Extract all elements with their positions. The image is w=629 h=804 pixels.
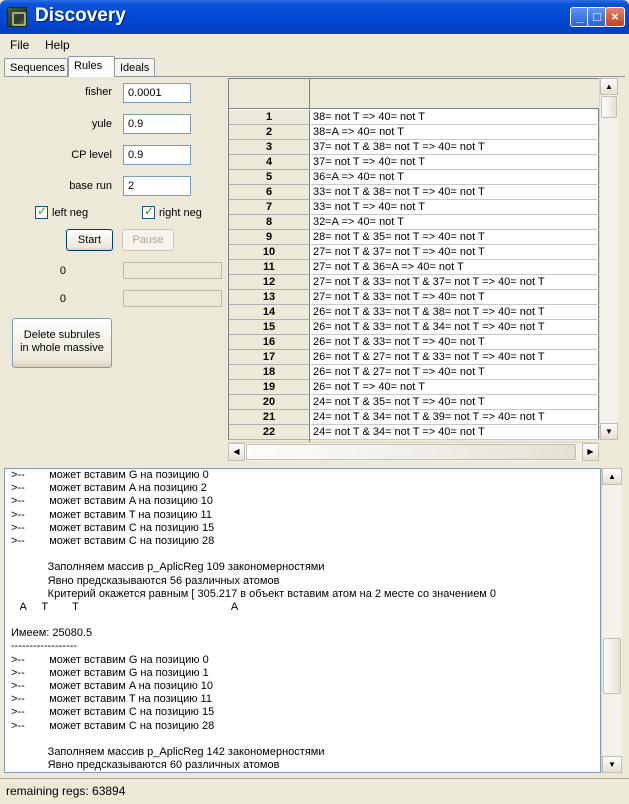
log-line (5, 548, 600, 561)
scroll-right-icon[interactable]: ▶ (582, 443, 599, 461)
close-button[interactable]: × (605, 7, 625, 27)
yule-label: yule (91, 118, 112, 130)
menu-bar (0, 34, 629, 56)
rule-text: 28= not T & 35= not T => 40= not T (311, 230, 600, 245)
row-number: 16 (229, 335, 310, 350)
table-row[interactable] (229, 140, 600, 155)
log-line: >-- может вставим A на позицию 10 (11, 680, 213, 692)
table-row[interactable] (229, 425, 600, 440)
grid-hscroll-thumb[interactable] (246, 444, 576, 460)
rule-text: 33= not T & 38= not T => 40= not T (311, 185, 600, 200)
rule-text: 26= not T => 40= not T (311, 380, 600, 395)
log-line (5, 733, 600, 746)
rule-text: 26= not T & 27= not T => 40= not T (311, 365, 600, 380)
row-number: 22 (229, 425, 310, 440)
row-number: 9 (229, 230, 310, 245)
tab-ideals[interactable]: Ideals (114, 58, 155, 77)
counter-2: 0 (59, 293, 66, 305)
row-number: 14 (229, 305, 310, 320)
rule-text: 27= not T & 33= not T => 40= not T (311, 290, 600, 305)
rules-grid[interactable] (228, 78, 599, 440)
fisher-label: fisher (85, 86, 112, 98)
table-row[interactable] (229, 245, 600, 260)
row-number: 19 (229, 380, 310, 395)
row-number: 7 (229, 200, 310, 215)
table-row[interactable] (229, 230, 600, 245)
log-line: >-- может вставим C на позицию 28 (11, 719, 215, 732)
row-number: 12 (229, 275, 310, 290)
log-line: Явно предсказываются 60 различных атомов (11, 759, 280, 772)
rule-text: 26= not T & 27= not T & 33= not T => 40= not T (311, 350, 600, 365)
table-row[interactable] (229, 365, 600, 380)
row-number: 13 (229, 290, 310, 305)
log-line: Заполняем массив p_AplicReg 142 закономерностями (11, 745, 325, 758)
grid-header (229, 79, 600, 109)
log-scroll-thumb[interactable] (603, 638, 621, 694)
rule-text: 33= not T => 40= not T (311, 200, 600, 215)
log-line: >-- может вставим T на позицию 11 (11, 508, 212, 521)
log-line: Критерий окажется равным [ 305.217 в объект вставим атом на 2 месте со значением 0 (11, 587, 497, 600)
cp-level-label: CP level (71, 149, 112, 161)
grid-horizontal-scrollbar[interactable] (228, 442, 599, 461)
log-line: >-- может вставим G на позицию 1 (11, 666, 209, 679)
cp-level-input[interactable]: 0.9 (123, 145, 191, 165)
table-row[interactable] (229, 170, 600, 185)
yule-input[interactable]: 0.9 (123, 114, 191, 134)
app-icon (7, 7, 27, 27)
table-row[interactable] (229, 110, 600, 125)
log-line: >-- может вставим C на позицию 28 (11, 534, 215, 547)
grid-scroll-thumb[interactable] (601, 96, 617, 118)
rule-text: 27= not T & 37= not T => 40= not T (311, 245, 600, 260)
table-row[interactable] (229, 305, 600, 320)
row-number: 4 (229, 155, 310, 170)
rule-text: 32=A => 40= not T (311, 215, 600, 230)
scroll-up-icon[interactable]: ▲ (600, 78, 618, 95)
row-number: 18 (229, 365, 310, 380)
log-line: >-- может вставим G на позицию 0 (11, 469, 209, 481)
log-line: Явно предсказываются 56 различных атомов (11, 574, 280, 587)
progress-bar-2 (123, 290, 222, 307)
left-neg-label: left neg (52, 207, 89, 219)
table-row[interactable] (229, 335, 600, 350)
rule-text: 38=A => 40= not T (311, 125, 600, 140)
rule-text: 37= not T & 38= not T => 40= not T (311, 140, 600, 155)
row-number: 6 (229, 185, 310, 200)
table-row[interactable] (229, 350, 600, 365)
menu-help[interactable]: Help (45, 38, 70, 52)
row-number: 5 (229, 170, 310, 185)
log-line: ------------------ (11, 640, 77, 653)
rule-text: 27= not T & 33= not T & 37= not T => 40= not T (311, 275, 600, 290)
table-row[interactable] (229, 125, 600, 140)
left-neg-checkbox[interactable] (35, 206, 48, 219)
row-number: 10 (229, 245, 310, 260)
status-text: remaining regs: 63894 (6, 784, 126, 798)
log-line: >-- может вставим C на позицию 15 (11, 706, 215, 719)
status-bar (0, 778, 629, 802)
table-row[interactable] (229, 290, 600, 305)
table-row[interactable] (229, 185, 600, 200)
row-number: 8 (229, 215, 310, 230)
base-run-input[interactable]: 2 (123, 176, 191, 196)
table-row[interactable] (229, 215, 600, 230)
menu-file[interactable]: File (10, 38, 30, 52)
row-number: 21 (229, 410, 310, 425)
row-number: 17 (229, 350, 310, 365)
log-scroll-down-icon[interactable]: ▼ (602, 756, 622, 773)
log-line: Имеем: 25080.5 (11, 627, 93, 640)
tab-sequences[interactable]: Sequences (4, 58, 68, 77)
counter-1: 0 (59, 265, 66, 277)
row-number: 2 (229, 125, 310, 140)
log-line: >-- может вставим A на позицию 2 (11, 482, 207, 495)
table-row[interactable] (229, 320, 600, 335)
log-line: Заполняем массив p_AplicReg 109 закономерностями (11, 561, 325, 574)
row-number: 20 (229, 395, 310, 410)
rule-text: 27= not T & 36=A => 40= not T (311, 260, 600, 275)
log-vertical-scrollbar[interactable] (601, 468, 622, 773)
delete-subrules-button[interactable]: Delete subrules in whole massive (12, 318, 112, 368)
table-row[interactable] (229, 410, 600, 425)
minimize-button[interactable]: _ (570, 7, 590, 27)
base-run-label: base run (69, 180, 112, 192)
row-number: 1 (229, 110, 310, 125)
start-button[interactable]: Start (66, 229, 113, 251)
right-neg-label: right neg (159, 207, 202, 219)
scroll-down-icon[interactable]: ▼ (600, 423, 618, 440)
pause-button[interactable]: Pause (122, 229, 174, 251)
table-row[interactable] (229, 395, 600, 410)
log-line: A T T A (11, 600, 239, 613)
grid-vertical-scrollbar[interactable] (599, 78, 618, 440)
rule-text: 24= not T & 34= not T & 39= not T => 40= not T (311, 410, 600, 425)
window-title: Discovery (35, 5, 126, 26)
rule-text: 26= not T & 33= not T & 38= not T => 40= not T (311, 305, 600, 320)
rule-text: 37= not T => 40= not T (311, 155, 600, 170)
log-scroll-up-icon[interactable]: ▲ (602, 468, 622, 485)
log-line: >-- может вставим A на позицию 10 (11, 495, 213, 508)
rule-text: 26= not T & 33= not T & 34= not T => 40= not T (311, 320, 600, 335)
progress-bar-1 (123, 262, 222, 279)
row-number: 15 (229, 320, 310, 335)
scroll-left-icon[interactable]: ◀ (228, 443, 245, 461)
title-bar[interactable] (0, 0, 629, 34)
log-line: >-- может вставим C на позицию 15 (11, 521, 215, 534)
table-row[interactable] (229, 275, 600, 290)
rule-text: 38= not T => 40= not T (311, 110, 600, 125)
rule-text: 36=A => 40= not T (311, 170, 600, 185)
maximize-button[interactable]: □ (587, 7, 607, 27)
log-output[interactable] (4, 468, 601, 773)
table-row[interactable] (229, 260, 600, 275)
rules-rows (229, 110, 600, 455)
grid-corner (229, 79, 310, 109)
log-line: >-- может вставим T на позицию 11 (11, 693, 212, 706)
log-line (5, 614, 600, 627)
rule-text: 26= not T & 33= not T => 40= not T (311, 335, 600, 350)
rule-text: 24= not T & 35= not T => 40= not T (311, 395, 600, 410)
rule-text: 24= not T & 34= not T => 40= not T (311, 425, 600, 440)
fisher-input[interactable]: 0.0001 (123, 83, 191, 103)
row-number: 3 (229, 140, 310, 155)
row-number: 11 (229, 260, 310, 275)
log-line: >-- может вставим G на позицию 0 (11, 653, 209, 666)
table-row[interactable] (229, 380, 600, 395)
tab-rules[interactable]: Rules (68, 56, 115, 77)
table-row[interactable] (229, 155, 600, 170)
table-row[interactable] (229, 200, 600, 215)
right-neg-checkbox[interactable] (142, 206, 155, 219)
